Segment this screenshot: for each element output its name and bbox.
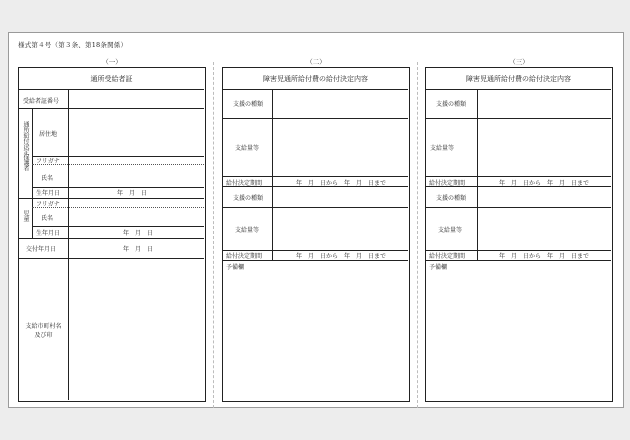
divider — [223, 260, 408, 261]
guardian-group-label: 通所給付決定保護者 — [22, 121, 29, 171]
divider — [426, 118, 611, 119]
divider — [68, 238, 69, 258]
municipality-label-line2: 及び印 — [34, 332, 53, 339]
certificate-panel — [18, 67, 206, 402]
divider — [272, 186, 273, 260]
child-name-label: 氏名 — [41, 215, 54, 222]
divider — [272, 176, 273, 186]
issue-date-value: 年 月 日 — [123, 246, 154, 253]
column-label-1: （一） — [102, 58, 122, 66]
divider — [68, 108, 69, 198]
child-birthdate-label: 生年月日 — [36, 230, 61, 237]
divider — [32, 164, 204, 165]
fold-line — [213, 62, 214, 408]
remarks-label: 予備欄 — [226, 264, 245, 271]
recipient-number-label: 受給者証番号 — [23, 98, 60, 105]
support-type-label: 支援の種類 — [233, 195, 264, 202]
support-type-label: 支援の種類 — [233, 101, 264, 108]
period-value: 年 月 日から 年 月 日まで — [499, 180, 590, 187]
amount-label: 支給量等 — [235, 227, 260, 234]
issue-date-label: 交付年月日 — [26, 246, 57, 253]
divider — [426, 176, 611, 177]
divider — [223, 186, 408, 187]
child-birthdate-value: 年 月 日 — [123, 230, 154, 237]
child-group-label: 児童 — [22, 210, 29, 221]
divider — [477, 176, 478, 186]
address-label: 居住地 — [39, 131, 58, 138]
period-label: 給付決定期間 — [429, 253, 466, 260]
support-type-label: 支援の種類 — [436, 195, 467, 202]
child-furigana-label: フリガナ — [36, 201, 60, 208]
divider — [477, 89, 478, 178]
divider — [19, 238, 204, 239]
column-label-2: （二） — [306, 58, 326, 66]
birthdate-label: 生年月日 — [36, 190, 61, 197]
divider — [426, 186, 611, 187]
divider — [223, 89, 408, 90]
divider — [68, 89, 69, 108]
divider — [477, 186, 478, 260]
certificate-title: 通所受給者証 — [90, 75, 133, 83]
divider — [223, 176, 408, 177]
divider — [32, 198, 33, 238]
divider — [426, 89, 611, 90]
divider — [19, 108, 204, 109]
divider — [223, 207, 408, 208]
divider — [19, 258, 204, 259]
form-header: 様式第４号（第３条、第18条関係） — [18, 41, 128, 49]
decision-title-3: 障害児通所給付費の給付決定内容 — [466, 75, 571, 83]
decision-panel-3 — [425, 67, 613, 402]
period-label: 給付決定期間 — [429, 180, 466, 187]
divider — [68, 258, 69, 400]
remarks-label: 予備欄 — [429, 264, 448, 271]
decision-title-2: 障害児通所給付費の給付決定内容 — [263, 75, 368, 83]
period-label: 給付決定期間 — [226, 180, 263, 187]
support-type-label: 支援の種類 — [436, 101, 467, 108]
fold-line — [417, 62, 418, 408]
decision-panel-2 — [222, 67, 410, 402]
period-value: 年 月 日から 年 月 日まで — [296, 253, 387, 260]
divider — [19, 89, 204, 90]
amount-label: 支給量等 — [438, 227, 463, 234]
period-value: 年 月 日から 年 月 日まで — [499, 253, 590, 260]
divider — [223, 118, 408, 119]
divider — [426, 207, 611, 208]
divider — [426, 260, 611, 261]
amount-label: 支給量等 — [430, 145, 455, 152]
divider — [32, 108, 33, 198]
divider — [32, 207, 204, 208]
name-label: 氏名 — [41, 175, 54, 182]
divider — [272, 89, 273, 178]
furigana-label: フリガナ — [36, 158, 60, 165]
period-value: 年 月 日から 年 月 日まで — [296, 180, 387, 187]
birthdate-value: 年 月 日 — [117, 190, 148, 197]
divider — [32, 226, 204, 227]
divider — [68, 198, 69, 238]
column-label-3: （三） — [509, 58, 529, 66]
period-label: 給付決定期間 — [226, 253, 263, 260]
amount-label: 支給量等 — [235, 145, 260, 152]
municipality-label: 支給市町村名 — [25, 323, 62, 330]
